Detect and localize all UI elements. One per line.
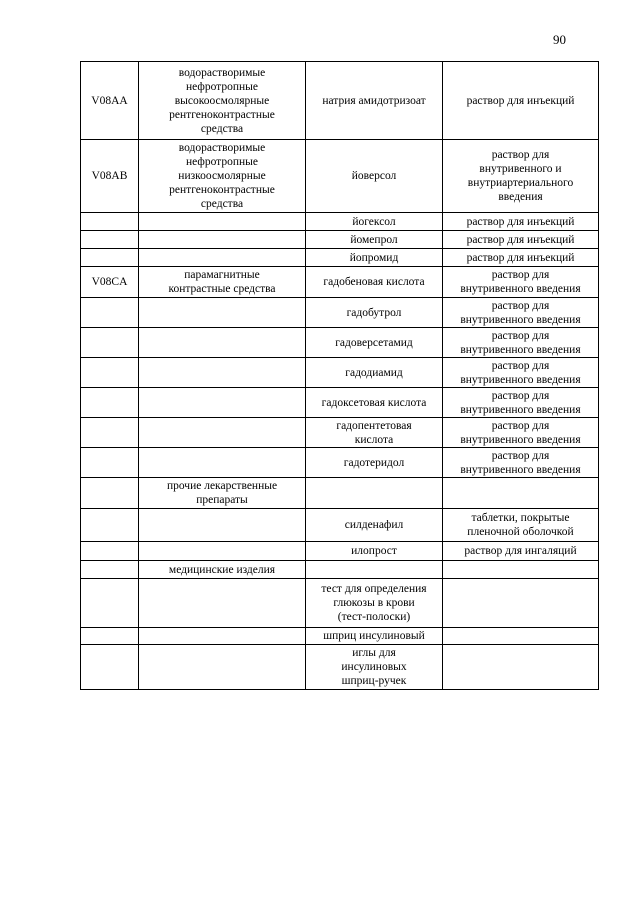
group-cell: водорастворимые нефротропные высокоосмолярные рентгеноконтрастные средства xyxy=(139,62,306,140)
substance-cell: тест для определения глюкозы в крови (тест-полоски) xyxy=(306,579,443,628)
table-row xyxy=(81,478,599,509)
form-cell: раствор для внутривенного введения xyxy=(443,267,599,298)
substance-cell: йопромид xyxy=(306,249,443,267)
atc-code-cell: V08AA xyxy=(81,62,139,140)
substance-cell: гадоксетовая кислота xyxy=(306,388,443,418)
atc-code-cell xyxy=(81,388,139,418)
form-cell: раствор для внутривенного введения xyxy=(443,388,599,418)
atc-code-cell xyxy=(81,358,139,388)
atc-code-cell: V08AB xyxy=(81,140,139,213)
form-cell: раствор для внутривенного введения xyxy=(443,328,599,358)
atc-code-cell xyxy=(81,448,139,478)
group-cell: парамагнитные контрастные средства xyxy=(139,267,306,298)
form-cell xyxy=(443,628,599,645)
table-row xyxy=(81,328,599,358)
table-row xyxy=(81,448,599,478)
atc-code-cell xyxy=(81,328,139,358)
table-row xyxy=(81,542,599,561)
table-row xyxy=(81,249,599,267)
table-row xyxy=(81,418,599,448)
substance-cell: йомепрол xyxy=(306,231,443,249)
substance-cell: гадобеновая кислота xyxy=(306,267,443,298)
drug-table xyxy=(80,61,599,690)
atc-code-cell xyxy=(81,418,139,448)
group-cell xyxy=(139,249,306,267)
form-cell xyxy=(443,561,599,579)
group-cell xyxy=(139,213,306,231)
atc-code-cell xyxy=(81,542,139,561)
group-cell xyxy=(139,388,306,418)
form-cell: раствор для внутривенного введения xyxy=(443,298,599,328)
atc-code-cell xyxy=(81,249,139,267)
form-cell: раствор для внутривенного введения xyxy=(443,418,599,448)
table-row xyxy=(81,645,599,690)
table-row xyxy=(81,388,599,418)
atc-code-cell: V08CA xyxy=(81,267,139,298)
group-cell: медицинские изделия xyxy=(139,561,306,579)
atc-code-cell xyxy=(81,628,139,645)
table-row xyxy=(81,298,599,328)
table-row xyxy=(81,358,599,388)
atc-code-cell xyxy=(81,579,139,628)
table-row xyxy=(81,628,599,645)
table-row xyxy=(81,509,599,542)
substance-cell: гадобутрол xyxy=(306,298,443,328)
group-cell: прочие лекарственные препараты xyxy=(139,478,306,509)
atc-code-cell xyxy=(81,213,139,231)
group-cell xyxy=(139,328,306,358)
form-cell: раствор для внутривенного введения xyxy=(443,448,599,478)
form-cell: раствор для внутривенного введения xyxy=(443,358,599,388)
table-row xyxy=(81,213,599,231)
group-cell xyxy=(139,231,306,249)
group-cell: водорастворимые нефротропные низкоосмолярные рентгеноконтрастные средства xyxy=(139,140,306,213)
table-row xyxy=(81,62,599,140)
group-cell xyxy=(139,542,306,561)
group-cell xyxy=(139,645,306,690)
form-cell: раствор для инъекций xyxy=(443,249,599,267)
atc-code-cell xyxy=(81,298,139,328)
form-cell: раствор для инъекций xyxy=(443,213,599,231)
table-row xyxy=(81,267,599,298)
form-cell: раствор для инъекций xyxy=(443,231,599,249)
group-cell xyxy=(139,628,306,645)
atc-code-cell xyxy=(81,509,139,542)
atc-code-cell xyxy=(81,231,139,249)
substance-cell: гадопентетовая кислота xyxy=(306,418,443,448)
table-row xyxy=(81,231,599,249)
atc-code-cell xyxy=(81,645,139,690)
substance-cell: гадотеридол xyxy=(306,448,443,478)
group-cell xyxy=(139,579,306,628)
atc-code-cell xyxy=(81,478,139,509)
group-cell xyxy=(139,298,306,328)
form-cell xyxy=(443,579,599,628)
group-cell xyxy=(139,358,306,388)
substance-cell: шприц инсулиновый xyxy=(306,628,443,645)
page-number: 90 xyxy=(553,32,566,47)
substance-cell: гадодиамид xyxy=(306,358,443,388)
substance-cell: илопрост xyxy=(306,542,443,561)
table-row xyxy=(81,140,599,213)
substance-cell: йогексол xyxy=(306,213,443,231)
group-cell xyxy=(139,418,306,448)
atc-code-cell xyxy=(81,561,139,579)
substance-cell: натрия амидотризоат xyxy=(306,62,443,140)
form-cell: раствор для ингаляций xyxy=(443,542,599,561)
substance-cell: йоверсол xyxy=(306,140,443,213)
table-row xyxy=(81,561,599,579)
substance-cell: силденафил xyxy=(306,509,443,542)
form-cell xyxy=(443,478,599,509)
substance-cell xyxy=(306,561,443,579)
form-cell: раствор для инъекций xyxy=(443,62,599,140)
form-cell: раствор для внутривенного и внутриартериального введения xyxy=(443,140,599,213)
form-cell: таблетки, покрытые пленочной оболочкой xyxy=(443,509,599,542)
substance-cell: гадоверсетамид xyxy=(306,328,443,358)
substance-cell: иглы для инсулиновых шприц-ручек xyxy=(306,645,443,690)
group-cell xyxy=(139,448,306,478)
form-cell xyxy=(443,645,599,690)
substance-cell xyxy=(306,478,443,509)
group-cell xyxy=(139,509,306,542)
table-row xyxy=(81,579,599,628)
